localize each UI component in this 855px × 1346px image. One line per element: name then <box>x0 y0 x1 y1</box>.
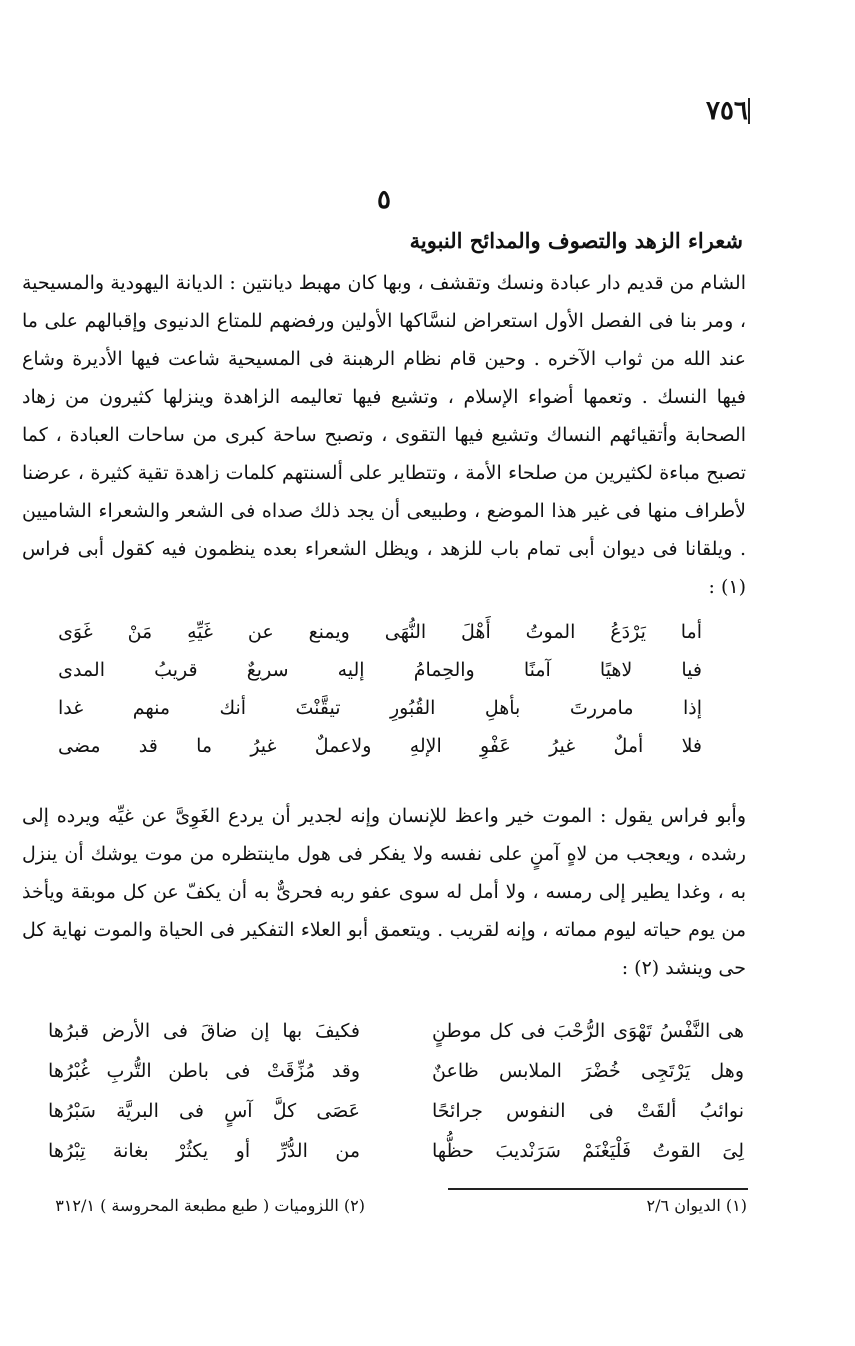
verse-word: بغانة <box>112 1140 149 1162</box>
verse-word: الرُّحْبَ <box>553 1020 606 1042</box>
paragraph-2-text: وأبو فراس يقول : الموت خير واعظ للإنسان وإنه لجدير أن يردع الغَوِىَّ عن غيِّه ويرده إلى رشده ، ويعجب من لاهٍ آمنٍ على نفسه ولا يفكر فى هول ماينتظره من موت يوشك أن ينزل به ، وغدا يطير إلى رمسه ، ولا أمل له سوى عفو ربه فحرىٌّ به أن يكفّ عن كل موبقة ويأخذ من يوم حياته ليوم مماته ، وإنه لقريب . ويتعمق أبو العلاء التفكير فى الحياة والموت نهاية كل حى وينشد (٢) : <box>22 805 746 979</box>
verse-word: مامررتَ <box>569 697 634 719</box>
verse-line <box>48 1091 744 1131</box>
verse-word: كلَّ <box>272 1100 297 1122</box>
verse-word: النَّفْسُ <box>659 1020 711 1042</box>
verse-word: يَرْدَعُ <box>610 621 646 643</box>
verse-word: إذا <box>682 697 702 719</box>
footnote-separator <box>448 1188 748 1190</box>
verse-word: ولاعملٌ <box>314 735 372 757</box>
verse-line <box>58 727 702 765</box>
verse-word: وقد <box>331 1060 360 1082</box>
verse-word: لاهيًا <box>599 659 633 681</box>
verse-word: إليه <box>337 659 365 681</box>
verse-word: عن <box>247 621 274 643</box>
verse-word: الأرض <box>101 1020 151 1042</box>
verse-word: فيا <box>681 659 702 681</box>
verse-word: البريَّة <box>116 1100 159 1122</box>
verse-word: بها <box>282 1020 303 1042</box>
verse-word: بأهلِ <box>484 697 521 719</box>
verse-word: المدى <box>58 659 105 681</box>
verse-word: نوائبُ <box>699 1100 744 1122</box>
verse-word: غَوَى <box>58 621 93 643</box>
verse-word: غُبْرُها <box>48 1060 91 1082</box>
verse-word: وهل <box>710 1060 744 1082</box>
verse-word: القوتُ <box>652 1140 701 1162</box>
verse-word: فكيفَ <box>315 1020 360 1042</box>
hemistich-right <box>432 1051 744 1091</box>
poem-abu-alala <box>48 1011 744 1171</box>
hemistich-left <box>48 1131 360 1171</box>
paragraph-1 <box>22 264 746 606</box>
verse-word: التُّربِ <box>106 1060 152 1082</box>
poem-abu-firas <box>58 613 702 765</box>
verse-word: غَيِّهِ <box>187 621 213 643</box>
verse-word: أما <box>680 621 702 643</box>
verse-word: مُزِّقَتْ <box>266 1060 316 1082</box>
hemistich-left <box>48 1051 360 1091</box>
verse-word: يَرْتَجِى <box>641 1060 691 1082</box>
footnote-2: (٢) اللزوميات ( طبع مطبعة المحروسة ) ٣١٢/١ <box>55 1196 365 1215</box>
verse-line <box>48 1051 744 1091</box>
verse-line <box>58 689 702 727</box>
verse-word: جرائحًا <box>432 1100 483 1122</box>
verse-word: النُّهَى <box>384 621 427 643</box>
verse-word: يكثُرْ <box>176 1140 209 1162</box>
verse-line <box>48 1131 744 1171</box>
verse-word: هى <box>718 1020 744 1042</box>
verse-word: من <box>335 1140 360 1162</box>
verse-word: ويمنع <box>308 621 350 643</box>
verse-word: قد <box>138 735 158 757</box>
verse-word: فى <box>225 1060 251 1082</box>
verse-word: حظُّها <box>432 1140 474 1162</box>
verse-word: باطن <box>168 1060 209 1082</box>
hemistich-right <box>432 1011 744 1051</box>
hemistich-left <box>48 1091 360 1131</box>
verse-word: الإلهِ <box>409 735 442 757</box>
hemistich-right <box>432 1091 744 1131</box>
verse-word: لِىَ <box>722 1140 744 1162</box>
verse-word: مضى <box>58 735 101 757</box>
verse-word: مَنْ <box>127 621 153 643</box>
verse-word: فى <box>179 1100 204 1122</box>
paragraph-1-text: الشام من قديم دار عبادة ونسك وتقشف ، وبها كان مهبط ديانتين : الديانة اليهودية والمسيحية ، ومر بنا فى الفصل الأول استعراض لنسَّاكها الأولين ورفضهم للمتاع الدنيوى وإقبالهم على ما عند الله من ثواب الآخره . وحين قام نظام الرهبنة فى المسيحية شاعت فيها الأديرة وشاع فيها النسك . وتعمها أضواء الإسلام ، وتشيع فيها تعاليمه الزاهدة وينزلها كثيرون من زهاد الصحابة وأتقيائهم النساك وتشيع فيها التقوى ، وتصبح ساحة كبرى من ساحات العبادة ، كما تصبح مباءة لكثيرين من صلحاء الأمة ، وتتطاير على ألسنتهم كلمات زاهدة تقية كثيرة ، عرضنا لأطراف منها فى غير هذا الموضع ، وطبيعى أن يجد ذلك صداه فى الشعر والشعراء الشاميين . ويلقانا فى ديوان أبى تمام باب للزهد ، ويظل الشعراء بعده ينظمون فيه كقول أبى فراس (١) : <box>22 272 747 598</box>
verse-word: الدُّرِّ <box>277 1140 308 1162</box>
hemistich-left <box>48 1011 360 1051</box>
verse-word: تيقَّنْتَ <box>295 697 341 719</box>
verse-word: آسٍ <box>224 1100 253 1122</box>
verse-word: خُضْرَ <box>582 1060 621 1082</box>
verse-word: موطنٍ <box>432 1020 482 1042</box>
verse-word: فى <box>588 1100 614 1122</box>
verse-word: أنك <box>219 697 247 719</box>
verse-word: عَصَى <box>316 1100 360 1122</box>
verse-word: الملابس <box>498 1060 562 1082</box>
verse-word: القُبُورِ <box>390 697 436 719</box>
section-number: ٥ <box>377 185 391 215</box>
verse-word: ألقَتْ <box>637 1100 677 1122</box>
footnote-1: (١) الديوان ٢/٦ <box>646 1196 747 1215</box>
verse-word: أَهْلَ <box>461 621 491 643</box>
verse-word: أو <box>235 1140 251 1162</box>
verse-line <box>58 613 702 651</box>
verse-line <box>58 651 702 689</box>
verse-word: فى <box>520 1020 546 1042</box>
hemistich-right <box>432 1131 744 1171</box>
verse-word: أملٌ <box>613 735 644 757</box>
verse-word: الموتُ <box>525 621 576 643</box>
verse-word: غدا <box>58 697 84 719</box>
verse-word: قبرُها <box>48 1020 90 1042</box>
verse-word: غيرُ <box>250 735 277 757</box>
page-number-bar <box>748 98 750 124</box>
verse-word: عَفْوِ <box>480 735 511 757</box>
verse-word: النفوس <box>506 1100 566 1122</box>
verse-word: سَرَنْديبَ <box>495 1140 561 1162</box>
verse-word: منهم <box>132 697 171 719</box>
verse-word: ضاقَ <box>200 1020 238 1042</box>
verse-word: ظاعنٌ <box>432 1060 479 1082</box>
verse-word: إن <box>250 1020 270 1042</box>
verse-line <box>48 1011 744 1051</box>
verse-word: سريعٌ <box>246 659 289 681</box>
page-number: ٧٥٦ <box>706 96 748 126</box>
verse-word: غيرُ <box>549 735 576 757</box>
verse-word: آمنًا <box>523 659 551 681</box>
verse-word: فَلْيَغْنَمْ <box>582 1140 632 1162</box>
verse-word: كل <box>489 1020 513 1042</box>
section-heading: شعراء الزهد والتصوف والمدائح النبوية <box>409 228 743 253</box>
paragraph-2 <box>22 797 746 987</box>
verse-word: فلا <box>681 735 702 757</box>
verse-word: ما <box>196 735 213 757</box>
verse-word: والحِمامُ <box>413 659 475 681</box>
verse-word: فى <box>163 1020 188 1042</box>
verse-word: سَبْرُها <box>48 1100 96 1122</box>
verse-word: تِبْرُها <box>48 1140 86 1162</box>
verse-word: قريبُ <box>154 659 198 681</box>
verse-word: تَهْوَى <box>613 1020 652 1042</box>
